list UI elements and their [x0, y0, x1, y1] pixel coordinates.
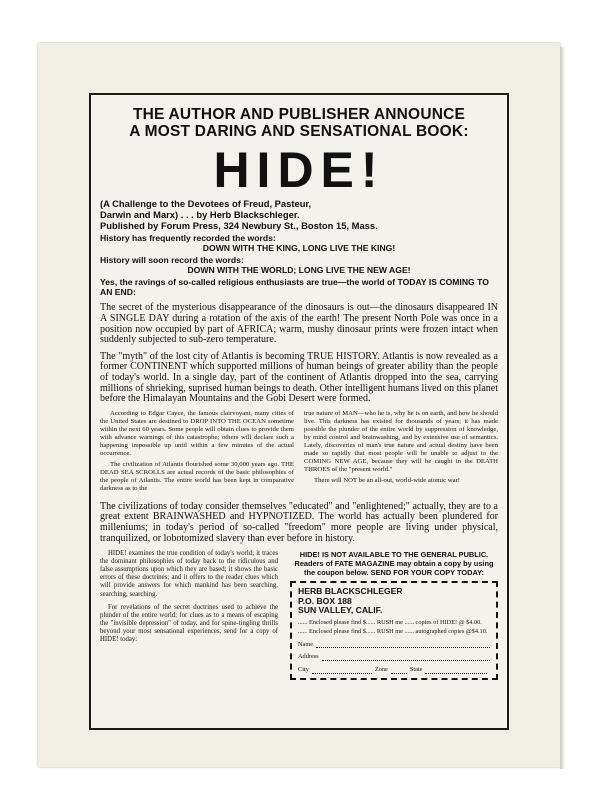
address-box: P.O. BOX 188 — [298, 595, 352, 606]
coupon-order-regular[interactable]: ...... Enclosed please find $...... RUSH me ...... copies of HIDE! @ $4.00. — [298, 618, 482, 626]
bottom-left-paragraph-2: For revelations of the secret doctrines used to achieve the plunder of the entire world; for clues as to a means of escaping the "invisible depression" of today, and for spine-tingling thrills beyond your most sensational experiences, send for a copy of HIDE! today: — [100, 603, 278, 644]
coupon-state-line[interactable] — [425, 667, 487, 674]
coupon-address-field[interactable] — [298, 653, 490, 661]
cover-edge-shadow — [560, 47, 565, 769]
coupon-city-row[interactable] — [298, 666, 490, 674]
paragraph-civilizations: The civilizations of today consider themselves "educated" and "enlightened;" actually, they are to a great extent BRAINWASHED and HYPNOTIZED. The world has actually been plundered for milleniums; in today's period of so-called "freedom" more people are living under physical, tranquilized, or lobotomized slavery than ever before in history. — [100, 500, 498, 544]
headline-line-2: A MOST DARING AND SENSATIONAL BOOK: — [129, 123, 469, 140]
coupon-name-field[interactable] — [298, 641, 490, 649]
mailing-address — [298, 587, 490, 616]
headline — [100, 106, 498, 140]
quote-2-text: DOWN WITH THE WORLD; LONG LIVE THE NEW AGE! — [187, 265, 411, 276]
column-left-paragraph-1: According to Edgar Cayce, the famous clairvoyant, many cities of the United States are destined to DROP INTO THE OCEAN sometime within the next 60 years. Some people will obtain clues to provide them with advance warnings of this catastrophe; others will declare such a happening impossible up until within a few minutes of the actual occurrence. — [100, 409, 294, 457]
coupon-zone-label: Zone — [374, 665, 388, 673]
coupon-address-label: Address — [298, 653, 319, 661]
paragraph-atlantis: The "myth" of the lost city of Atlantis is becoming TRUE HISTORY. Atlantis is now revealed as a former CONTINENT which supported millions of human beings of greater ability than the people of today's world. In a single day, part of the continent of Atlantis dropped into the sea, carrying millions of shrieking, suprised human beings to death. Other intelligent humans lived on this planet before the Himalayan Mountains and the Gobi Desert were formed. — [100, 350, 498, 405]
paragraph-dinosaurs: The secret of the mysterious disappearance of the dinosaurs is out—the dinosaurs disappeared IN A SINGLE DAY during a rotation of the axis of the earth! The present North Pole was once in a position now occupied by part of AFRICA; warm, mushy dinosaur prints were frozen intact when suddenly subjected to sub-zero temperature. — [100, 302, 498, 346]
quote-1 — [100, 233, 498, 253]
coupon-state-label: State — [409, 665, 423, 673]
address-city: SUN VALLEY, CALIF. — [298, 605, 383, 616]
coupon-zone-line[interactable] — [391, 667, 407, 674]
subtitle — [100, 199, 498, 231]
bottom-left-paragraph-1: HIDE! examines the true condition of today's world; it traces the dominant philosophies of today back to the ridiculous and false assumptions upon which they are based; it shows the basic errors of these doctrines; and it offers to the reader clues which will provide answers for which mankind has been searching, searching, searching. — [100, 550, 278, 598]
bottom-section — [100, 550, 498, 679]
publisher-line: Published by Forum Press, 324 Newbury St., Boston 15, Mass. — [100, 219, 378, 231]
coupon-city-line[interactable] — [312, 667, 372, 674]
quote-1-text: DOWN WITH THE KING, LONG LIVE THE KING! — [202, 243, 396, 254]
column-right — [304, 410, 498, 496]
subtitle-line-1: (A Challenge to the Devotees of Freud, Pasteur, — [100, 198, 312, 209]
quote-3: Yes, the ravings of so-called religious enthusiasts are true—the world of TODAY IS COMING TO AN END: — [100, 277, 489, 298]
bottom-left-text — [100, 550, 278, 679]
coupon-address-line[interactable] — [322, 654, 490, 661]
order-coupon[interactable] — [290, 581, 498, 679]
coupon-name-line[interactable] — [316, 641, 490, 648]
column-right-paragraph-1: true nature of MAN—who he is, why he is on earth, and how he should live. This darkness has existed for thousands of years; it has made possible the plunder of the entire world by suppression of knowledge, by mind control and brainwashing, and by extensive use of semantics. Lately, discoveries of man's true nature and actual destiny have been made so rapidly that most people will be unable to adjust to the COMING NEW AGE, because they will be caught in the DEATH THROES of the "present world." — [304, 409, 498, 473]
coupon-name-label: Name — [298, 640, 314, 648]
order-note: HIDE! IS NOT AVAILABLE TO THE GENERAL PUBLIC. Readers of FATE MAGAZINE may obtain a copy by using the coupon below. SEND FOR YOUR COPY TODAY: — [294, 550, 494, 578]
column-left-paragraph-2: The civilization of Atlantis flourished some 30,000 years ago. THE DEAD SEA SCROLLS are actual records of the basic philosophies of the people of Atlantis. The entire world has been kept in comparative darkness as to the — [100, 460, 294, 492]
headline-line-1: THE AUTHOR AND PUBLISHER ANNOUNCE — [132, 106, 466, 123]
subtitle-line-2: Darwin and Marx) . . . by Herb Blackschleger. — [100, 208, 300, 220]
coupon-order-autographed[interactable]: ...... Enclosed please find $...... RUSH me ...... autographed copies @$4.10. — [298, 628, 488, 636]
quote-2 — [100, 255, 498, 275]
quote-2-intro: History will soon record the words: — [100, 255, 244, 266]
advertisement-box — [89, 93, 509, 730]
column-left — [100, 410, 294, 496]
address-name: HERB BLACKSCHLEGER — [298, 586, 403, 597]
coupon-city-label: City — [298, 665, 309, 673]
order-section — [290, 550, 498, 679]
book-title: HIDE! — [213, 142, 385, 198]
quote-1-intro: History has frequently recorded the words: — [100, 233, 276, 244]
column-right-paragraph-2: There will NOT be an all-out, world-wide atomic war! — [314, 476, 461, 484]
two-column-text — [100, 410, 498, 496]
